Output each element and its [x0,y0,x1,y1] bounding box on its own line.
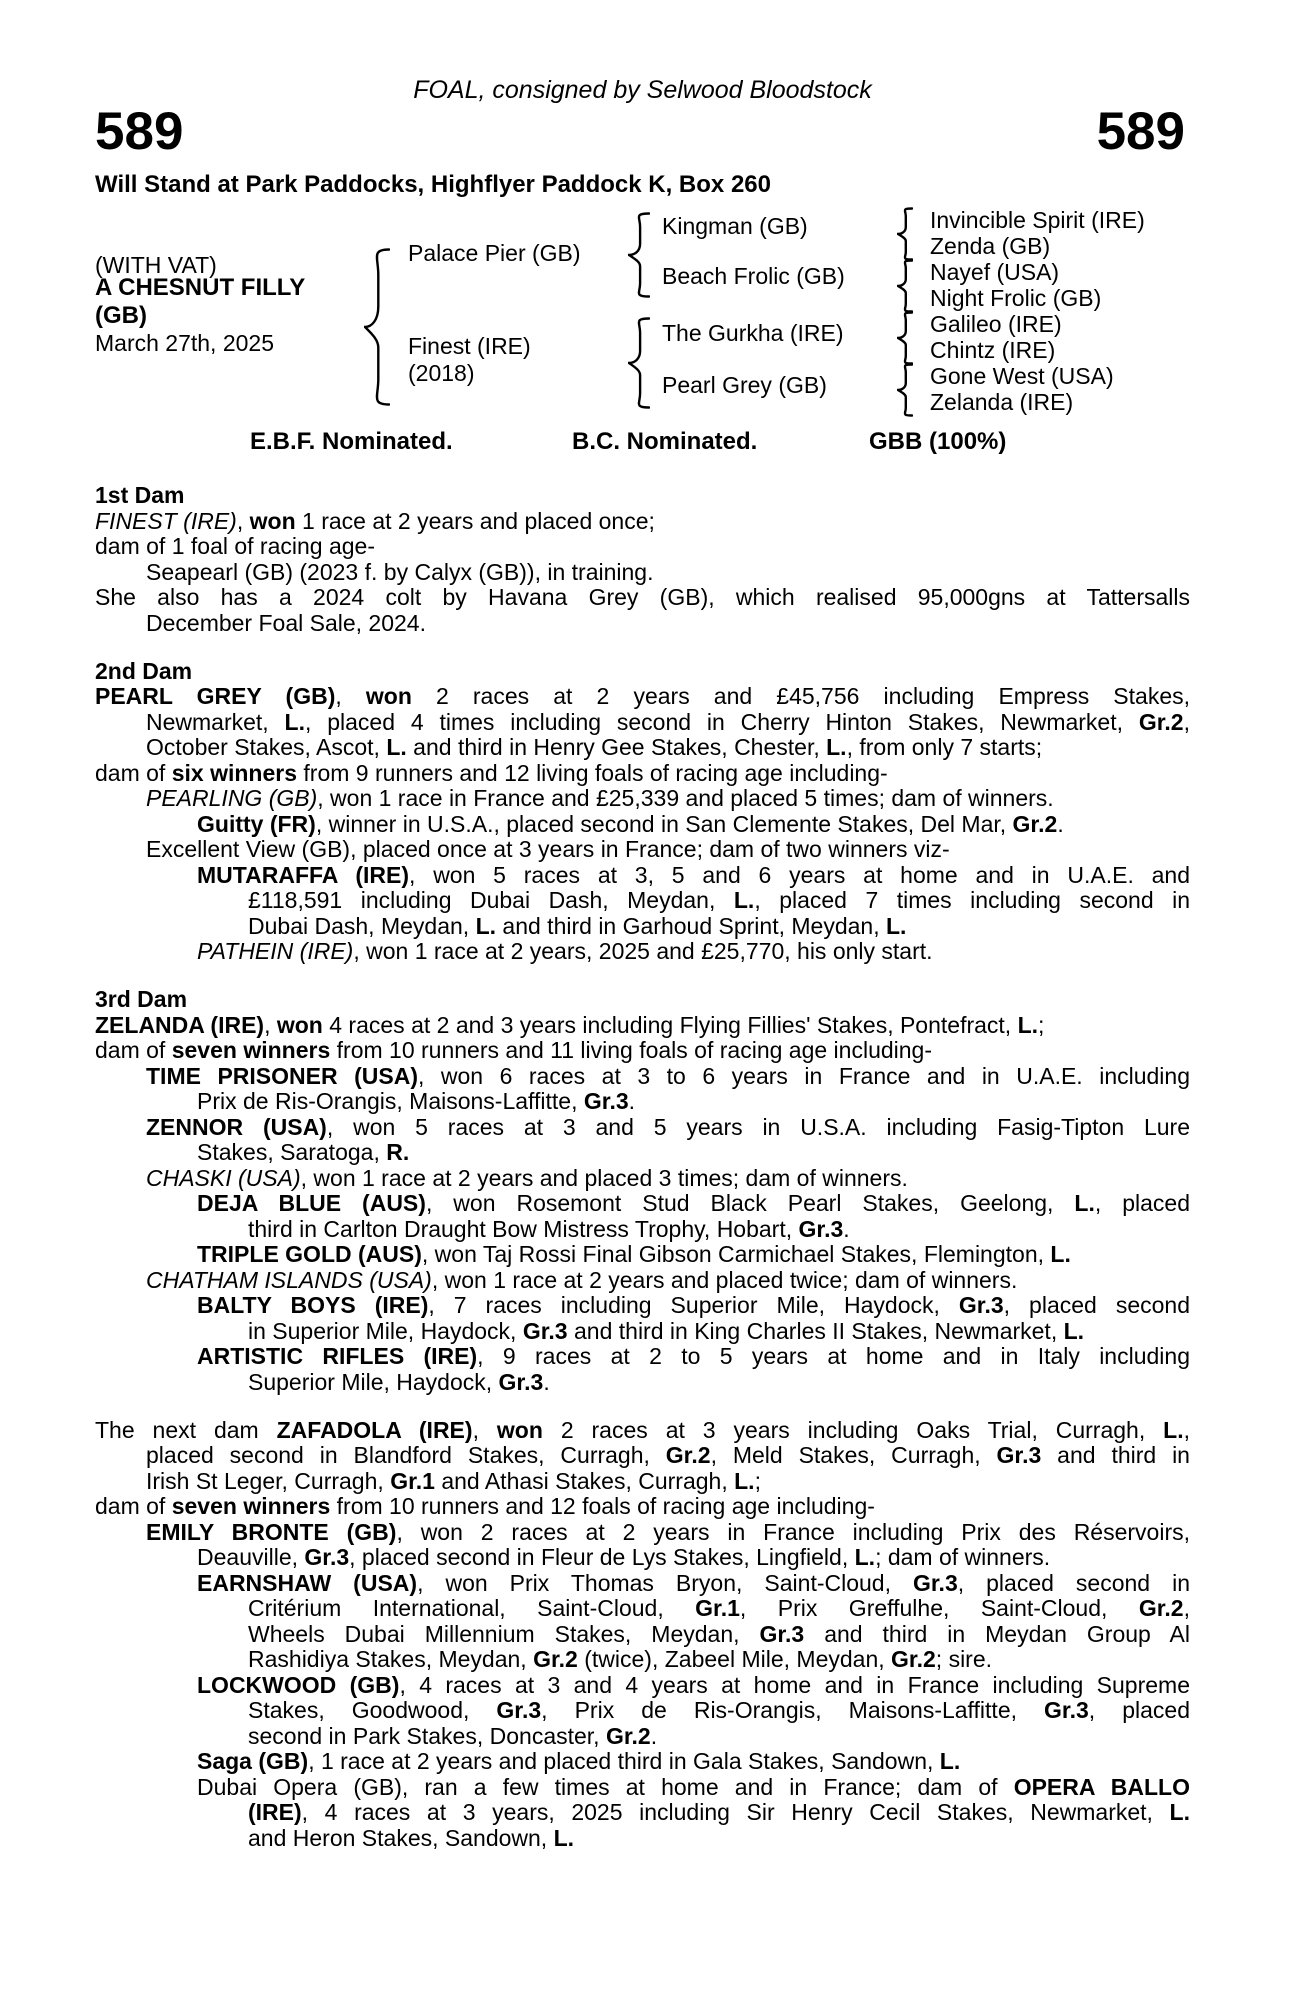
text-run: Gr.2 [1138,708,1184,735]
text-run: from 10 runners and 12 foals of racing age including- [330,1493,875,1519]
pedigree-line [95,1494,1190,1520]
text-run: and third in King Charles II Stakes, Newmarket, [567,1317,1064,1344]
bc-nominated: B.C. Nominated. [572,428,758,455]
text-run: Rashidiya Stakes, Meydan, [248,1646,534,1672]
text-run: Deauville, [197,1544,305,1570]
text-run: and Athasi Stakes, Curragh, [434,1467,735,1494]
pedigree-line [95,684,1190,710]
pedigree-line [95,710,1190,736]
text-run: Gr.3 [798,1215,844,1242]
text-run: ; sire. [935,1646,993,1672]
subject-name-line1: A CHESNUT FILLY [95,274,306,301]
text-run: TIME PRISONER (USA) [146,1062,418,1089]
text-run: Gr.3 [1044,1697,1089,1723]
vat-note: (WITH VAT) [95,252,217,278]
text-run: , won Taj Rossi Final Gibson Carmichael Stakes, Flemington, [421,1241,1051,1267]
text-run: 2 races at 3 years including Oaks Trial, Curragh, [542,1416,1164,1443]
text-run: , won 1 race in France and £25,339 and placed 5 times; dam of winners. [317,785,1054,811]
text-run: Seapearl (GB) (2023 f. by Calyx (GB)), in training. [146,558,654,585]
pedigree-line [95,1191,1190,1217]
text-run: Gr.3 [522,1317,568,1344]
text-run: , placed second in [957,1569,1190,1596]
text-run: Gr.2 [891,1646,936,1672]
stand-location-line: Will Stand at Park Paddocks, Highflyer Paddock K, Box 260 [95,171,771,198]
grandparent-sire-sire: Kingman (GB) [662,213,808,239]
text-run: , won Rosemont Stud Black Pearl Stakes, Geelong, [425,1190,1075,1216]
text-run: 1 race at 2 years and placed once; [295,507,655,534]
pedigree-line [95,1344,1190,1370]
text-run: from 10 runners and 11 living foals of racing age including- [330,1037,933,1063]
text-run: L. [1063,1317,1085,1344]
text-run: , 7 races including Superior Mile, Haydock, [428,1292,959,1318]
text-run: ZELANDA (IRE) [95,1011,265,1038]
text-run: , placed [1094,1190,1190,1216]
text-run: , won 5 races at 3 and 5 years in U.S.A. including Fasig-Tipton Lure [326,1113,1190,1140]
text-run: Gr.3 [583,1088,629,1114]
text-run: Gr.3 [759,1620,805,1647]
dam-heading: 1st Dam [95,482,185,508]
great-grandparent: Zelanda (IRE) [930,389,1074,415]
gbb-note: GBB (100%) [869,428,1007,455]
text-run: , winner in U.S.A., placed second in San Clemente Stakes, Del Mar, [315,810,1013,837]
text-run: . [628,1088,636,1114]
pedigree-brace-gg3 [897,311,913,365]
text-run: EMILY BRONTE (GB) [146,1518,397,1545]
text-run: EARNSHAW (USA) [197,1569,418,1596]
text-run: L. [1050,1241,1071,1267]
subject-name-line2: (GB) [95,302,147,329]
text-run: placed second in Blandford Stakes, Curragh, [146,1442,666,1468]
text-run: Guitty (FR) [197,810,316,837]
text-run: won [365,683,412,709]
pedigree-line [95,888,1190,914]
dam-name [408,333,531,387]
text-run: , 4 races at 3 and 4 years at home and in France including Supreme [399,1671,1190,1698]
text-run: Irish St Leger, Curragh, [146,1467,391,1494]
text-run: and third in Henry Gee Stakes, Chester, [406,734,827,760]
text-run: L. [733,887,755,913]
text-run: and third in [1041,1442,1190,1468]
text-run: FINEST (IRE) [95,507,237,534]
text-run: . [1057,810,1064,837]
text-run: TRIPLE GOLD (AUS) [197,1241,422,1267]
pedigree-brace-gg4 [897,363,913,417]
pedigree-line [95,1698,1190,1724]
text-run: Stakes, Goodwood, [248,1697,497,1723]
text-run: The next dam [95,1416,277,1443]
text-run: ; dam of winners. [875,1544,1051,1570]
text-run: , [1183,1595,1190,1621]
text-run: , won 2 races at 2 years in France including Prix des Réservoirs, [396,1518,1191,1545]
pedigree-line [95,1596,1190,1622]
pedigree-line [95,1749,1190,1775]
text-run: Gr.2 [665,1442,711,1468]
pedigree-line [95,1673,1190,1699]
pedigree-line [95,1089,1190,1115]
great-grandparent: Chintz (IRE) [930,337,1056,363]
text-run: dam of [95,1493,172,1519]
pedigree-line [95,611,1190,637]
consignor-line: FOAL, consigned by Selwood Bloodstock [413,76,872,104]
text-run: , won 1 race at 2 years and placed twice; dam of winners. [431,1266,1018,1293]
dam-name-line: Finest (IRE) [408,333,531,359]
pedigree-line [95,837,1190,863]
text-run: OPERA BALLO [1013,1773,1190,1800]
pedigree-line [95,735,1190,761]
text-run: , from only 7 starts; [846,734,1043,760]
pedigree-line [95,1268,1190,1294]
dam-heading: 3rd Dam [95,986,188,1012]
pedigree-line [95,560,1190,586]
text-run: CHATHAM ISLANDS (USA) [146,1266,432,1293]
text-run: Gr.3 [498,1368,544,1395]
text-run: Prix de Ris-Orangis, Maisons-Laffitte, [197,1088,584,1114]
foaling-date: March 27th, 2025 [95,330,275,356]
text-run: L. [1074,1190,1095,1216]
text-run: ZAFADOLA (IRE) [276,1416,473,1443]
text-run: , 1 race at 2 years and placed third in Gala Stakes, Sandown, [308,1748,940,1774]
text-run: . [843,1215,850,1242]
pedigree-brace-gg1 [897,207,913,261]
text-run: Dubai Dash, Meydan, [248,912,476,939]
text-run: Gr.2 [533,1646,578,1672]
pedigree-section [95,659,1190,965]
text-run: She also has a 2024 colt by Havana Grey (GB), which realised 95,000gns at Tattersalls [95,584,1190,610]
great-grandparent: Zenda (GB) [930,233,1051,259]
pedigree-line [95,1038,1190,1064]
pedigree-line [95,1166,1190,1192]
pedigree-brace-dam [628,317,650,409]
text-run: ; [1038,1011,1045,1038]
text-run: , placed 4 times including second in Cherry Hinton Stakes, Newmarket, [304,708,1139,735]
text-run: Gr.3 [304,1544,350,1570]
text-run: , [264,1011,277,1038]
text-run: Gr.1 [695,1595,740,1621]
pedigree-line [95,1013,1190,1039]
great-grandparent: Night Frolic (GB) [930,285,1102,311]
pedigree-line [95,1647,1190,1673]
text-run: , Prix Greffulhe, Saint-Cloud, [739,1595,1139,1621]
text-run: Wheels Dubai Millennium Stakes, Meydan, [248,1620,760,1647]
text-run: dam of [95,759,172,786]
text-run: six winners [171,759,297,786]
pedigree-line [95,509,1190,535]
text-run: , placed second in Fleur de Lys Stakes, Lingfield, [349,1544,855,1570]
text-run: second in Park Stakes, Doncaster, [248,1722,606,1749]
pedigree-line [95,1826,1190,1852]
grandparent-dam-dam: Pearl Grey (GB) [662,372,827,398]
text-run: Gr.2 [1012,810,1058,837]
pedigree-line [95,1242,1190,1268]
pedigree-line [95,585,1190,611]
text-run: Gr.2 [605,1722,651,1749]
pedigree-line [95,1418,1190,1444]
pedigree-line [95,1800,1190,1826]
text-run: , Prix de Ris-Orangis, Maisons-Laffitte, [541,1697,1045,1723]
text-run: Newmarket, [146,708,285,735]
text-run: , won 1 race at 2 years and placed 3 times; dam of winners. [300,1164,908,1191]
pedigree-line [95,1064,1190,1090]
pedigree-line [95,1545,1190,1571]
pedigree-brace-gg2 [897,259,913,313]
text-run: Gr.3 [958,1292,1004,1318]
pedigree-section [95,1418,1190,1852]
text-run: won [496,1416,543,1443]
pedigree-line [95,1622,1190,1648]
text-run: , won 1 race at 2 years, 2025 and £25,770, his only start. [353,938,933,964]
pedigree-line [95,1370,1190,1396]
text-run: ; [754,1467,761,1494]
text-run: dam of 1 foal of racing age- [95,533,375,559]
text-run: CHASKI (USA) [146,1164,301,1191]
text-run: seven winners [171,1037,331,1063]
ebf-nominated: E.B.F. Nominated. [250,428,453,455]
text-run: BALTY BOYS (IRE) [197,1292,429,1318]
text-run: won [276,1011,323,1038]
pedigree-line [95,939,1190,965]
pedigree-line [95,863,1190,889]
text-run: Superior Mile, Haydock, [248,1368,499,1395]
text-run: L. [475,912,497,939]
text-run: Critérium International, Saint-Cloud, [248,1595,696,1621]
text-run: from 9 runners and 12 living foals of racing age including- [297,759,888,786]
text-run: L. [734,1467,755,1494]
text-run: and Heron Stakes, Sandown, [248,1824,554,1851]
text-run: L. [1169,1799,1190,1825]
text-run: L. [553,1824,575,1851]
text-run: L. [826,734,847,760]
sire-name: Palace Pier (GB) [408,240,581,266]
dam-year: (2018) [408,360,475,386]
pedigree-line [95,1724,1190,1750]
pedigree-section [95,483,1190,636]
text-run: L. [854,1544,876,1570]
text-run: , [472,1416,497,1443]
pedigree-brace-gen1 [364,248,390,406]
text-run: dam of [95,1037,172,1063]
pedigree-line [95,914,1190,940]
pedigree-line [95,534,1190,560]
text-run: , won 5 races at 3, 5 and 6 years at home and in U.A.E. and [409,861,1191,888]
pedigree-line [95,1319,1190,1345]
text-run: , placed second [1003,1292,1190,1318]
text-run: Stakes, Saratoga, [197,1139,387,1165]
lot-number-right: 589 [1096,102,1185,161]
pedigree-line [95,1115,1190,1141]
great-grandparent: Nayef (USA) [930,259,1060,285]
text-run: December Foal Sale, 2024. [146,609,426,636]
text-run: Gr.1 [390,1467,435,1494]
text-run: £118,591 including Dubai Dash, Meydan, [248,887,734,913]
text-run: , [1183,708,1190,735]
great-grandparent: Invincible Spirit (IRE) [930,207,1145,233]
text-run: Gr.3 [496,1697,542,1723]
text-run: , placed [1088,1697,1190,1723]
pedigree-line [95,1443,1190,1469]
text-run: Saga (GB) [197,1748,309,1774]
text-run: Gr.2 [1138,1595,1184,1621]
text-run: L. [939,1748,961,1774]
pedigree-brace-sire [628,212,650,298]
text-run: ARTISTIC RIFLES (IRE) [197,1343,478,1369]
text-run: won [249,507,296,534]
text-run: MUTARAFFA (IRE) [197,861,409,888]
text-run: PEARL GREY (GB) [95,683,336,709]
pedigree-line [95,761,1190,787]
text-run: , placed 7 times including second in [754,887,1191,913]
text-run: , Meld Stakes, Curragh, [710,1442,997,1468]
pedigree-line [95,1293,1190,1319]
text-run: . [650,1722,658,1749]
text-run: 2 races at 2 years and £45,756 including Empress Stakes, [411,683,1191,709]
text-run: . [543,1368,550,1395]
text-run: LOCKWOOD (GB) [197,1671,400,1698]
text-run: ZENNOR (USA) [146,1113,327,1140]
text-run: , [335,683,366,709]
pedigree-line [95,1469,1190,1495]
pedigree-line [95,1217,1190,1243]
great-grandparent: Gone West (USA) [930,363,1114,389]
pedigree-line [95,1775,1190,1801]
text-run: L. [1017,1011,1039,1038]
text-run: L. [386,734,407,760]
text-run: R. [386,1139,410,1165]
text-run: , 9 races at 2 to 5 years at home and in Italy including [477,1343,1190,1369]
pedigree-line [95,1571,1190,1597]
text-run: third in Carlton Draught Bow Mistress Trophy, Hobart, [248,1215,799,1242]
text-run: 4 races at 2 and 3 years including Flying Fillies' Stakes, Pontefract, [322,1011,1018,1038]
text-run: , 4 races at 3 years, 2025 including Sir Henry Cecil Stakes, Newmarket, [301,1799,1170,1825]
text-run: Excellent View (GB), placed once at 3 years in France; dam of two winners viz- [146,836,950,862]
text-run: DEJA BLUE (AUS) [197,1190,426,1216]
text-run: Gr.3 [996,1442,1042,1468]
text-run: L. [284,708,305,735]
text-run: L. [885,912,907,939]
text-run: (IRE) [248,1799,302,1825]
pedigree-line [95,812,1190,838]
pedigree-section [95,987,1190,1395]
text-run: October Stakes, Ascot, [146,734,387,760]
text-run: (twice), Zabeel Mile, Meydan, [577,1646,892,1672]
great-grandparents-column [930,207,1145,415]
text-run: and third in Garhoud Sprint, Meydan, [496,912,886,939]
pedigree-line [95,1140,1190,1166]
lot-number-left: 589 [95,102,184,161]
text-run: , won Prix Thomas Bryon, Saint-Cloud, [417,1569,913,1596]
text-run: seven winners [171,1493,331,1519]
grandparent-sire-dam: Beach Frolic (GB) [662,263,845,289]
text-run: PEARLING (GB) [146,785,318,811]
text-run: in Superior Mile, Haydock, [248,1317,523,1344]
pedigree-line [95,786,1190,812]
text-run: L. [1163,1416,1184,1443]
pedigree-line [95,1520,1190,1546]
text-run: PATHEIN (IRE) [197,938,354,964]
text-run: , won 6 races at 3 to 6 years in France and in U.A.E. including [417,1062,1190,1089]
text-run: Gr.3 [912,1569,958,1596]
text-run: , [1183,1416,1191,1443]
text-run: and third in Meydan Group Al [804,1620,1190,1647]
dam-heading: 2nd Dam [95,657,193,684]
pedigree-text-body [95,483,1190,1851]
text-run: Dubai Opera (GB), ran a few times at home and in France; dam of [197,1773,1014,1800]
great-grandparent: Galileo (IRE) [930,311,1062,337]
text-run: , [236,507,250,534]
grandparent-dam-sire: The Gurkha (IRE) [662,320,844,346]
